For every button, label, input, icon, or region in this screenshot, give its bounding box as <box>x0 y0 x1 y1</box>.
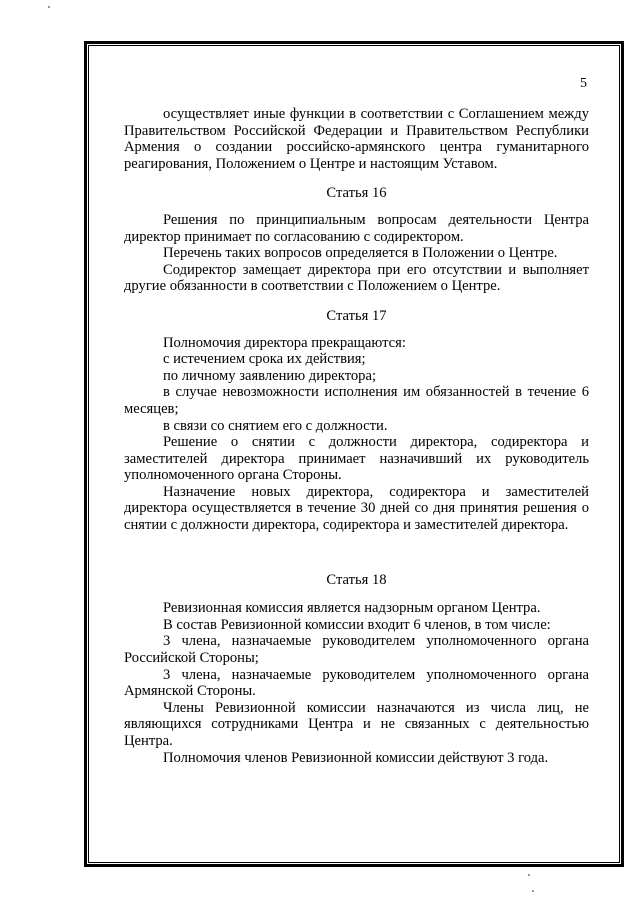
scan-speck <box>528 874 530 876</box>
article-18-title: Статья 18 <box>326 571 387 588</box>
article-18-paragraph: Ревизионная комиссия является надзорным органом Центра. <box>163 600 541 617</box>
article-18-paragraph: В состав Ревизионной комиссии входит 6 членов, в том числе: <box>163 616 551 633</box>
article-16-title: Статья 16 <box>326 185 387 202</box>
article-18-paragraph: Полномочия членов Ревизионной комиссии действуют 3 года. <box>163 749 549 766</box>
document-body <box>124 106 589 766</box>
article-18-paragraph: Члены Ревизионной комиссии назначаются из числа лиц, не являющихся сотрудниками Центра и не связанных с деятельностью Центра. <box>124 699 589 749</box>
article-17-list-item: в случае невозможности исполнения им обязанностей в течение 6 месяцев; <box>124 384 589 417</box>
article-17-list-item: по личному заявлению директора; <box>163 367 376 384</box>
article-16-paragraph: Решения по принципиальным вопросам деятельности Центра директор принимает по согласованию с содиректором. <box>124 211 589 245</box>
scan-speck <box>532 890 534 892</box>
article-17-paragraph: Решение о снятии с должности директора, содиректора и заместителей директора принимает назначивший их руководитель уполномоченного органа Стороны. <box>124 434 589 484</box>
article-17-lead: Полномочия директора прекращаются: <box>163 334 406 351</box>
article-17-list-item: с истечением срока их действия; <box>163 351 366 368</box>
article-18-paragraph: 3 члена, назначаемые руководителем уполномоченного органа Армянской Стороны. <box>124 666 589 700</box>
scan-speck <box>48 6 50 8</box>
article-18-paragraph: 3 члена, назначаемые руководителем уполномоченного органа Российской Стороны; <box>124 633 589 667</box>
page-number: 5 <box>580 76 587 91</box>
intro-paragraph: осуществляет иные функции в соответствии с Соглашением между Правительством Российской Федерации и Правительством Республики Армения о создании российско-армянского центра гуманитарного реагирования, Положением о Центре и настоящим Уставом. <box>124 106 589 172</box>
article-17-paragraph: Назначение новых директора, содиректора и заместителей директора осуществляется в течение 30 дней со дня принятия решения о снятии с должности директора, содиректора и заместителей директора. <box>124 483 589 534</box>
article-16-paragraph: Содиректор замещает директора при его отсутствии и выполняет другие обязанности в соответствии с Положением о Центре. <box>124 261 589 295</box>
article-17-list-item: в связи со снятием его с должности. <box>163 417 388 434</box>
article-16-paragraph: Перечень таких вопросов определяется в Положении о Центре. <box>163 245 558 262</box>
article-17-title: Статья 17 <box>326 307 387 324</box>
